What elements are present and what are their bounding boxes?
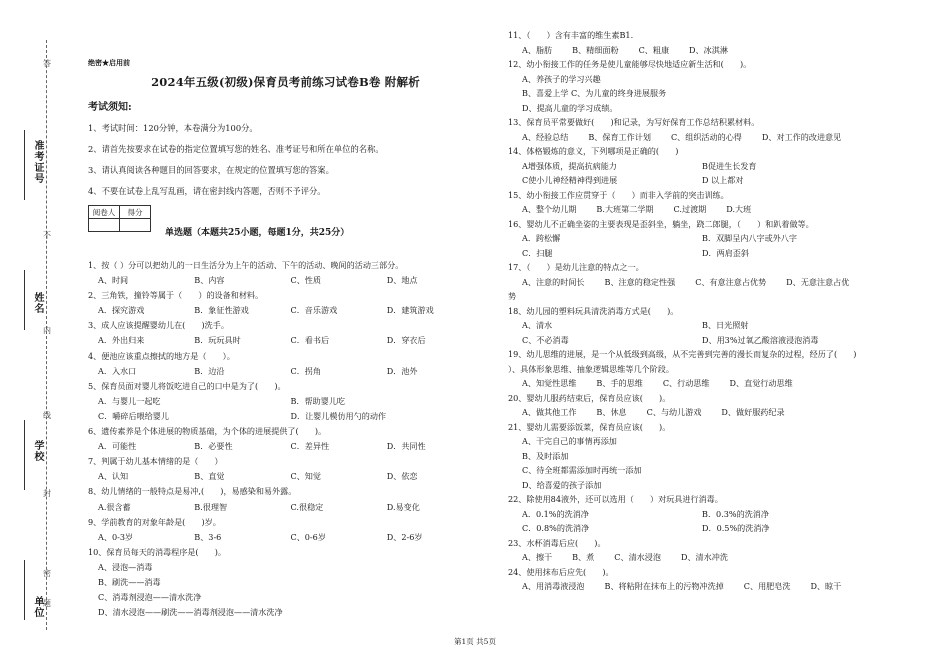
option-row [508,231,926,246]
option[interactable]: C、0-6岁 [290,531,326,542]
option[interactable]: B．必要性 [194,441,233,452]
option[interactable]: A．外出归来 [98,335,145,346]
unit-underline [24,560,25,620]
option[interactable]: B、手的思维 [596,378,643,388]
option-row [508,550,926,565]
option-row [88,409,483,424]
right-column [508,30,926,594]
option-row [88,500,483,515]
question-stem: 23、水杯消毒后应( )。 [508,537,606,548]
option-row [508,130,926,145]
option-row [88,469,483,484]
option[interactable]: C使小儿神经精神得到进展 [522,175,618,185]
option-row [508,246,926,261]
option[interactable]: D．0.5%的洗消净 [702,523,770,533]
option[interactable]: A．探究游戏 [98,305,145,316]
option[interactable]: D、用3%过氧乙酸溶液浸泡消毒 [702,334,819,345]
option[interactable]: C.很稳定 [290,501,324,512]
notice-item: 2、请首先按要求在试卷的指定位置填写您的姓名、准考证号和所在单位的名称。 [88,144,384,154]
option[interactable]: C．嚼碎后喂给婴儿 [98,410,169,421]
option[interactable]: B、刷洗——消毒 [98,576,161,587]
option[interactable]: A．跨松懈 [522,233,561,243]
option[interactable]: B、将粘附在抹布上的污物冲洗掉 [604,581,724,591]
option[interactable]: B、保育工作计划 [588,131,651,142]
option[interactable]: D、无意注意占优 [786,276,850,287]
notice-heading: 考试须知: [88,102,132,113]
option[interactable]: D．穿衣后 [386,335,426,346]
option[interactable]: A、干完自己的事情再添加 [522,436,617,446]
option[interactable]: A、时间 [98,275,129,286]
option[interactable]: A、整个幼儿期 [522,204,577,214]
question-stem: 5、保育员面对婴儿将饭吃进自己的口中是为了( )。 [88,380,286,391]
page-title: 2024年五级(初级)保育员考前练习试卷B卷 附解析 [151,75,420,89]
unit-label: 单位 [32,596,43,618]
option[interactable]: B、煮 [572,552,595,562]
option[interactable]: D、提高儿童的学习成绩。 [522,102,618,113]
option[interactable]: A、注意的时间长 [522,276,585,287]
seal-mark: 不 [43,231,51,240]
option[interactable]: A、经验总结 [522,131,569,142]
option[interactable]: C．差异性 [290,441,330,452]
option[interactable]: C．音乐游戏 [290,305,338,316]
option[interactable]: D．两肩歪斜 [702,247,749,258]
option[interactable]: D．池外 [386,365,418,376]
option[interactable]: B.大班第二学期 [596,204,654,214]
score-blank[interactable] [120,219,151,232]
option[interactable]: B、日光照射 [702,320,749,330]
exam-number-label: 准考证号 [32,140,43,184]
option[interactable]: A、知觉性思维 [522,378,577,388]
question-stem-continued: ）、具体形象思维、抽象逻辑思维等几个阶段。 [508,363,674,374]
option-row [88,530,483,545]
section-heading: 单选题（本题共25小题，每题1分，共25分） [165,228,350,238]
option[interactable]: A、做其他工作 [522,407,577,417]
option[interactable]: A．可能性 [98,441,137,452]
notice-list [88,123,483,197]
option[interactable]: C、不必消毒 [522,334,569,345]
question-stem: 15、幼小衔接工作应贯穿于（ ）而非入学前的突击训练。 [508,189,729,200]
question-stem: 11、（ ）含有丰富的维生素B1. [508,30,634,40]
option[interactable]: A.很含蓄 [98,501,131,512]
option[interactable]: D.大班 [726,204,752,214]
question-stem: 16、婴幼儿不正确坐姿的主要表现是歪斜坐，躺坐，跷二郎腿，（ ）和趴着做等。 [508,218,814,229]
option[interactable]: A．入水口 [98,365,137,376]
option-row [508,173,926,188]
option[interactable]: A．0.1%的洗消净 [522,508,589,519]
option-row [88,394,483,409]
option-row [508,376,926,391]
option[interactable]: B、喜爱上学 C、为儿童的终身进展服务 [522,88,667,98]
question-stem: 13、保育员平常要做好( )和记录，为写好保育工作总结积累材料。 [508,117,760,127]
seal-mark: 密 [43,569,51,578]
notice-item: 3、请认真阅读各种题目的回答要求，在规定的位置填写您的答案。 [88,165,334,175]
option[interactable]: C、粗康 [638,44,670,55]
question-stem: 6、遗传素养是个体进展的物质基础，为个体的进展提供了( )。 [88,426,327,437]
notice-item: 1、考试时间：120分钟，本卷满分为100分。 [88,123,258,133]
option-row [88,303,483,318]
option[interactable]: A、浸泡—消毒 [98,561,153,572]
school-label: 学校 [32,440,43,462]
option-row [508,579,926,594]
question-stem: 10、保育员每天的消毒程序是( )。 [88,546,227,557]
option[interactable]: B、及时添加 [522,450,569,461]
question-stem: 7、判属于幼儿基本情绪的是（ ） [88,456,223,467]
exam-number-underline [24,130,25,200]
option[interactable]: D、地点 [386,275,418,286]
option[interactable]: D．共同性 [386,441,426,452]
option[interactable]: D、冰淇淋 [689,44,728,55]
question-stem: 14、体格锻炼的意义，下列哪项是正确的( ) [508,146,679,156]
option[interactable]: A、认知 [98,471,129,482]
option[interactable]: A．与婴儿一起吃 [98,395,161,406]
question-stem: 20、婴幼儿服药结束后，保育员应该( )。 [508,392,671,403]
option[interactable]: D、直觉行动思维 [729,378,793,388]
option-continued: 势 [508,291,517,301]
option-row [88,333,483,348]
question-stem: 1、按（ ）分可以把幼儿的一日生活分为上午的活动、下午的活动、晚间的活动三部分。 [88,260,404,270]
left-question-list [88,258,483,620]
option[interactable]: A、0-3岁 [98,531,134,542]
question-stem: 18、幼儿园的塑料玩具清洗消毒方式是( )。 [508,305,679,316]
score-area [88,205,483,238]
option[interactable]: C、待全班都需添加时再统一添加 [522,465,642,475]
name-underline [24,270,25,330]
reviewer-cell: 阅卷人 [89,206,120,219]
option[interactable]: B、休息 [596,407,627,417]
page-footer: 第1页 共5页 [454,637,496,646]
option[interactable]: C、性质 [290,275,321,286]
option-row [88,273,483,288]
option[interactable]: C．看书后 [290,335,330,346]
school-underline [24,420,25,490]
option[interactable]: D．建筑游戏 [386,305,434,316]
question-stem: 3、成人应该提醒婴幼儿在( )洗手。 [88,320,229,331]
option-row [508,43,926,58]
option[interactable]: D、清水浸泡——刷洗——消毒剂浸泡——清水洗净 [98,607,283,618]
option-row [508,202,926,217]
option[interactable]: D、晾干 [810,581,842,591]
option[interactable]: D 以上都对 [702,175,744,185]
question-stem: 24、使用抹布后应先( )。 [508,566,614,577]
question-stem: 4、便池应该重点擦拭的地方是（ ）。 [88,350,235,361]
option[interactable]: A、擦干 [522,552,553,562]
name-label: 姓名 [32,292,43,314]
option[interactable]: D、对工作的改进意见 [761,131,842,142]
option[interactable]: B．双脚呈内八字或外八字 [702,233,797,243]
option[interactable]: A增强体质，提高抗病能力 [522,160,617,171]
seal-mark: 封 [43,489,51,498]
binding-strip [0,0,72,671]
option[interactable]: C、消毒剂浸泡——清水洗净 [98,592,202,603]
option[interactable]: A、脂肪 [522,44,553,55]
option[interactable]: C.过渡期 [673,204,707,214]
right-question-list [508,28,926,594]
question-stem: 12、幼小衔接工作的任务是使儿童能够尽快地适应新生活和( )。 [508,59,752,69]
reviewer-blank[interactable] [89,219,120,232]
option[interactable]: C．拐角 [290,365,321,376]
seal-mark: 线 [43,411,51,420]
option[interactable]: B．0.3%的洗消净 [702,508,769,519]
option[interactable]: D、依恋 [386,471,418,482]
option[interactable]: B．玩玩具时 [194,335,241,346]
seal-mark: 答 [43,59,51,68]
option[interactable]: C、知觉 [290,471,321,482]
left-column [88,58,483,620]
option[interactable]: B、直觉 [194,471,225,482]
question-stem: 2、三角铁，撞铃等属于（ ）的设备和材料。 [88,290,264,301]
option[interactable]: D、清水冲洗 [680,552,728,562]
option[interactable]: C、用肥皂洗 [743,581,791,591]
option-row [508,405,926,420]
option[interactable]: C、有意注意占优势 [695,276,767,287]
option[interactable]: C、与幼儿游戏 [646,407,702,417]
option[interactable]: B．帮助婴儿吃 [290,395,346,406]
option[interactable]: C．扫腿 [522,247,553,258]
option-row [508,275,926,290]
option[interactable]: C．0.8%的洗消净 [522,523,590,533]
option[interactable]: B.很理智 [194,501,228,512]
option-row [508,333,926,348]
option[interactable]: D、做好服药纪录 [721,407,785,417]
option[interactable]: A、清水 [522,320,553,330]
question-stem: 21、婴幼儿需要添饭菜，保育员应该( )。 [508,421,671,432]
option[interactable]: D、给喜爱的孩子添加 [522,479,602,490]
score-cell: 得分 [120,206,151,219]
option[interactable]: B促进生长发育 [702,160,757,171]
option[interactable]: C、组织活动的心得 [670,131,742,142]
notice-item: 4、不要在试卷上乱写乱画，请在密封线内答题，否则不予评分。 [88,186,326,196]
option[interactable]: B、3-6 [194,531,222,542]
seal-mark: 题 [43,599,51,608]
seal-mark: 内 [43,326,51,335]
option-row [88,439,483,454]
option[interactable]: D.易变化 [386,501,420,512]
option-row [508,318,926,333]
question-stem: 19、幼儿思维的进展，是一个从低级到高级，从不完善到完善的漫长而复杂的过程，经历了( ) [508,349,857,359]
option[interactable]: A、养孩子的学习兴趣 [522,73,601,84]
option[interactable]: A、用消毒液浸泡 [522,581,585,591]
option[interactable]: C、清水浸泡 [614,552,661,562]
question-stem: 22、除使用84液外，还可以选用（ ）对玩具进行消毒。 [508,494,723,504]
option[interactable]: D、2-6岁 [386,531,423,542]
option[interactable]: D．让婴儿模仿用勺的动作 [290,410,387,421]
option-row [508,507,926,522]
option[interactable]: B、注意的稳定性强 [604,276,676,287]
option[interactable]: B．边沿 [194,365,225,376]
option-row [508,521,926,536]
question-stem: 8、幼儿情绪的一般特点是易冲,( )，易感染和易外露。 [88,486,297,497]
option[interactable]: C、行动思维 [662,378,710,388]
question-stem: 17、（ ）是幼儿注意的特点之一。 [508,262,644,272]
option[interactable]: B、内容 [194,275,225,286]
secret-label: 绝密★启用前 [88,58,130,67]
question-stem: 9、学前教育的对象年龄是( )岁。 [88,516,221,527]
option-row [88,364,483,379]
option[interactable]: B、精细面粉 [572,44,619,55]
option-row [508,159,926,174]
option[interactable]: B．象征性游戏 [194,305,249,316]
score-table [88,205,151,232]
